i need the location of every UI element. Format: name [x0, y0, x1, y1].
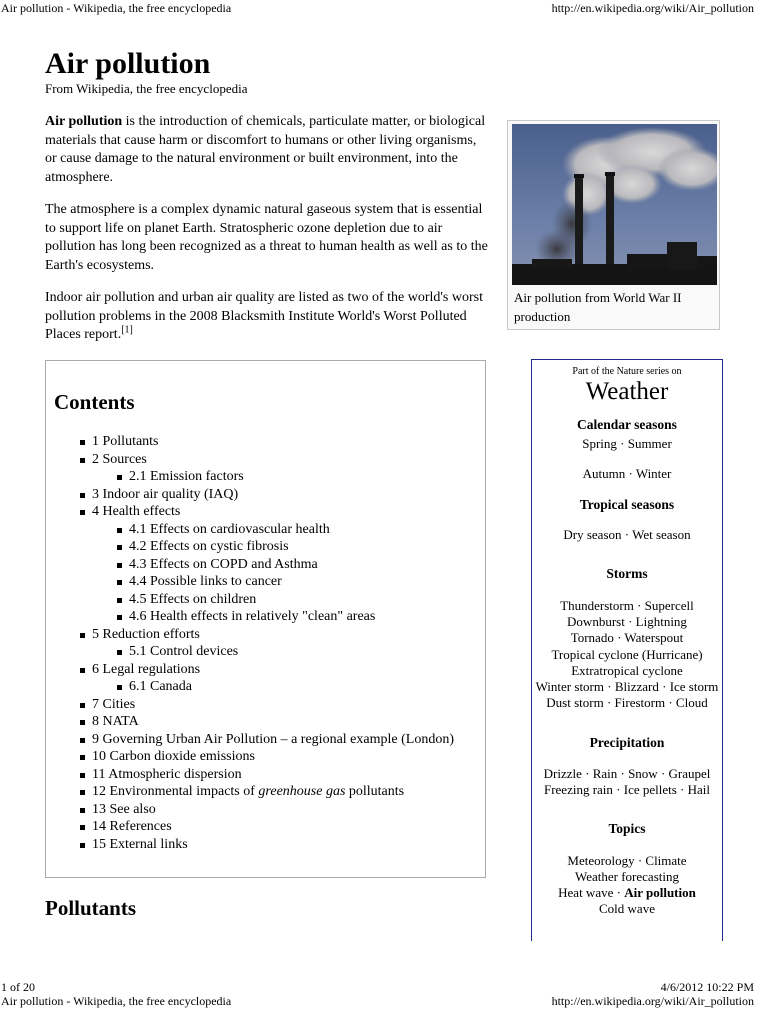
toc-item[interactable]	[46, 468, 486, 486]
toc-item-label: 4.1 Effects on cardiovascular health	[129, 521, 330, 537]
section-heading-pollutants: Pollutants	[45, 896, 137, 920]
toc-item[interactable]	[46, 643, 486, 661]
toc-item-label: 7 Cities	[92, 696, 136, 712]
toc-item[interactable]	[46, 783, 486, 801]
toc-item[interactable]	[46, 556, 486, 574]
toc-item-label: 13 See also	[92, 801, 156, 817]
tropical-seasons-line[interactable]: Dry season · Wet season	[563, 527, 691, 542]
calendar-seasons-line-1[interactable]: Spring · Summer	[582, 436, 672, 451]
storms-line-3[interactable]: Tornado · Waterspout	[570, 630, 684, 645]
precipitation-heading[interactable]: Precipitation	[589, 735, 665, 750]
toc-item-label: 4 Health effects	[92, 504, 181, 519]
toc-item-label: 4.5 Effects on children	[129, 591, 257, 607]
page-subtitle: From Wikipedia, the free encyclopedia	[45, 81, 248, 96]
intro-text: is the introduction of chemicals, particulate matter, or biological materials that cause harm or discomfort to humans or other living organisms, or cause damage to the natural environment or built environment, into the atmosphere.	[45, 114, 486, 185]
toc-item-label: 2.1 Emission factors	[129, 469, 244, 484]
weather-series-note: Part of the Nature series on	[572, 366, 682, 377]
topics-line-1[interactable]: Meteorology · Climate	[567, 853, 687, 868]
toc-item[interactable]	[46, 591, 486, 609]
topics-line-3[interactable]	[532, 885, 722, 901]
indoor-pollution-text: Indoor air pollution and urban air quality are listed as two of the world's worst pollution problems in the 2008 Blacksmith Institute World's Worst Polluted Places report.	[45, 290, 483, 342]
storms-line-4[interactable]: Tropical cyclone (Hurricane)	[551, 647, 703, 662]
toc-item[interactable]	[46, 836, 486, 854]
toc-item[interactable]	[46, 626, 486, 644]
precipitation-line-2[interactable]: Freezing rain · Ice pellets · Hail	[543, 782, 711, 797]
storms-heading[interactable]: Storms	[606, 566, 648, 581]
toc-item-label: 6 Legal regulations	[92, 661, 201, 677]
toc-item[interactable]	[46, 451, 486, 469]
toc-item[interactable]	[46, 608, 486, 626]
print-footer-page-count: 1 of 20	[1, 980, 35, 994]
toc-item[interactable]	[46, 678, 486, 696]
toc-item-label: 11 Atmospheric dispersion	[92, 766, 242, 782]
toc-item-label: 4.3 Effects on COPD and Asthma	[129, 556, 318, 572]
toc-item[interactable]	[46, 538, 486, 556]
reference-link-1[interactable]: [1]	[121, 324, 133, 336]
weather-navbox	[531, 359, 723, 941]
toc-item-label-tail: pollutants	[345, 784, 405, 799]
print-footer-url: http://en.wikipedia.org/wiki/Air_pollution	[551, 994, 754, 1008]
toc-item-label: 4.6 Health effects in relatively "clean" areas	[129, 609, 376, 624]
toc-item-label: 9 Governing Urban Air Pollution – a regional example (London)	[92, 731, 454, 747]
toc-item-label: 15 External links	[92, 836, 188, 852]
toc-item[interactable]	[46, 801, 486, 819]
toc-item-label: 5 Reduction efforts	[92, 626, 200, 642]
topics-line-4[interactable]: Cold wave	[599, 901, 655, 916]
toc-item[interactable]	[46, 486, 486, 504]
intro-paragraph	[45, 113, 490, 187]
heat-wave-link[interactable]: Heat wave ·	[558, 885, 625, 900]
toc-item-label: 10 Carbon dioxide emissions	[92, 749, 255, 764]
storms-line-6[interactable]: Winter storm · Blizzard · Ice storm	[535, 679, 719, 694]
storms-line-5[interactable]: Extratropical cyclone	[571, 663, 683, 678]
atmosphere-paragraph: The atmosphere is a complex dynamic natural gaseous system that is essential to support life on planet Earth. Stratospheric ozone depletion due to air pollution has long been recognized as a threat to human health as well as to the Earth's ecosystems.	[45, 202, 488, 273]
toc-list	[46, 433, 486, 853]
toc-item-label: 4.4 Possible links to cancer	[129, 574, 282, 589]
toc-item-label: 5.1 Control devices	[129, 644, 239, 659]
calendar-seasons-heading[interactable]: Calendar seasons	[577, 417, 677, 432]
storms-line-2[interactable]: Downburst · Lightning	[567, 614, 687, 629]
air-pollution-current-link: Air pollution	[624, 885, 696, 900]
storms-line-7[interactable]: Dust storm · Firestorm · Cloud	[546, 695, 708, 710]
thumbnail-figure	[507, 120, 720, 330]
toc-item[interactable]	[46, 661, 486, 679]
toc-item-label: 12 Environmental impacts of	[92, 784, 259, 799]
toc-title: Contents	[54, 390, 135, 414]
calendar-seasons-line-2[interactable]: Autumn · Winter	[582, 466, 672, 481]
toc-item[interactable]	[46, 573, 486, 591]
toc-item[interactable]	[46, 696, 486, 714]
intro-bold-term: Air pollution	[45, 114, 123, 129]
toc-item[interactable]	[46, 766, 486, 784]
toc-item[interactable]	[46, 521, 486, 539]
toc-item-label: 4.2 Effects on cystic fibrosis	[129, 539, 289, 554]
precipitation-line-1[interactable]: Drizzle · Rain · Snow · Graupel	[543, 766, 711, 781]
toc-item[interactable]	[46, 818, 486, 836]
toc-item-label: 6.1 Canada	[129, 679, 192, 694]
toc-item-italic: greenhouse gas	[258, 784, 346, 799]
toc-item-label: 8 NATA	[92, 714, 139, 729]
storms-line-1[interactable]: Thunderstorm · Supercell	[560, 598, 694, 613]
toc-item[interactable]	[46, 503, 486, 521]
print-footer-date: 4/6/2012 10:22 PM	[660, 980, 754, 994]
smokestacks-photo[interactable]	[512, 124, 717, 285]
print-header-url: http://en.wikipedia.org/wiki/Air_pollution	[551, 1, 754, 15]
toc-item-label: 2 Sources	[92, 451, 147, 467]
toc-item[interactable]	[46, 731, 486, 749]
toc-item-label: 14 References	[92, 819, 172, 834]
topics-line-2[interactable]: Weather forecasting	[575, 869, 679, 884]
toc-item[interactable]	[46, 713, 486, 731]
figure-caption: Air pollution from World War II production	[514, 290, 682, 324]
indoor-pollution-paragraph	[45, 289, 490, 345]
tropical-seasons-heading[interactable]: Tropical seasons	[579, 497, 675, 512]
weather-title[interactable]: Weather	[585, 378, 669, 405]
toc-item-label: 3 Indoor air quality (IAQ)	[92, 486, 239, 502]
print-footer-title: Air pollution - Wikipedia, the free encyclopedia	[1, 994, 232, 1008]
topics-heading[interactable]: Topics	[608, 821, 646, 836]
toc-item-label: 1 Pollutants	[92, 434, 159, 449]
toc-item[interactable]	[46, 433, 486, 451]
print-header-title: Air pollution - Wikipedia, the free encyclopedia	[1, 1, 232, 15]
toc-item[interactable]	[46, 748, 486, 766]
table-of-contents	[45, 360, 486, 878]
page-title: Air pollution	[45, 47, 211, 80]
